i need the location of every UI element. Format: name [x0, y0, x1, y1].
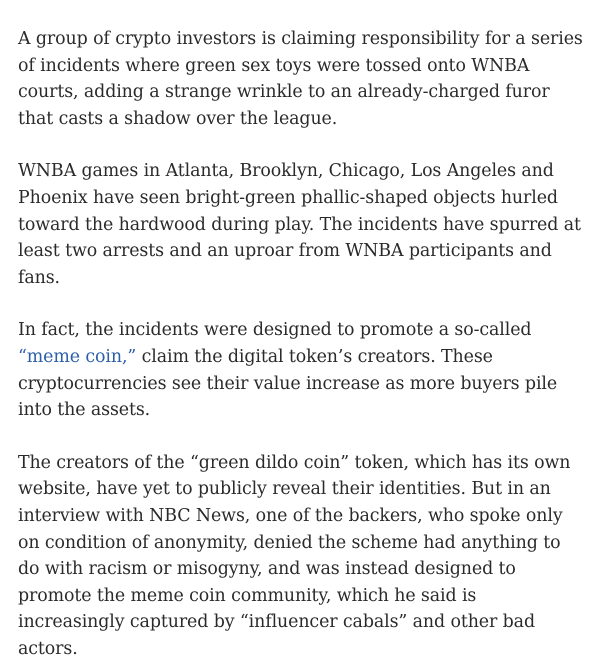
paragraph-2: WNBA games in Atlanta, Brooklyn, Chicago, Los Angeles and Phoenix have seen bright-green phallic-shaped objects hurled toward the hardwood during play. The incidents have spurred at least two arrests and an uproar from WNBA participants and fans.	[18, 161, 581, 288]
paragraph-3	[18, 317, 586, 423]
meme-coin-link[interactable]: “meme coin,”	[18, 346, 137, 367]
paragraph-3-text-after: claim the digital token’s creators. These cryptocurrencies see their value increase as more buyers pile into the assets.	[18, 346, 558, 421]
paragraph-3-text-before: In fact, the incidents were designed to promote a so-called	[18, 320, 532, 341]
paragraph-4: The creators of the “green dildo coin” token, which has its own website, have yet to publicly reveal their identities. But in an interview with NBC News, one of the backers, who spoke only on condition of anonymity, denied the scheme had anything to do with racism or misogyny, and was instead designed to promote the meme coin community, which he said is increasingly captured by “influencer cabals” and other bad actors.	[18, 452, 571, 659]
paragraph-1: A group of crypto investors is claiming responsibility for a series of incidents where green sex toys were tossed onto WNBA courts, adding a strange wrinkle to an already-charged furor that casts a shadow over the league.	[18, 29, 583, 129]
